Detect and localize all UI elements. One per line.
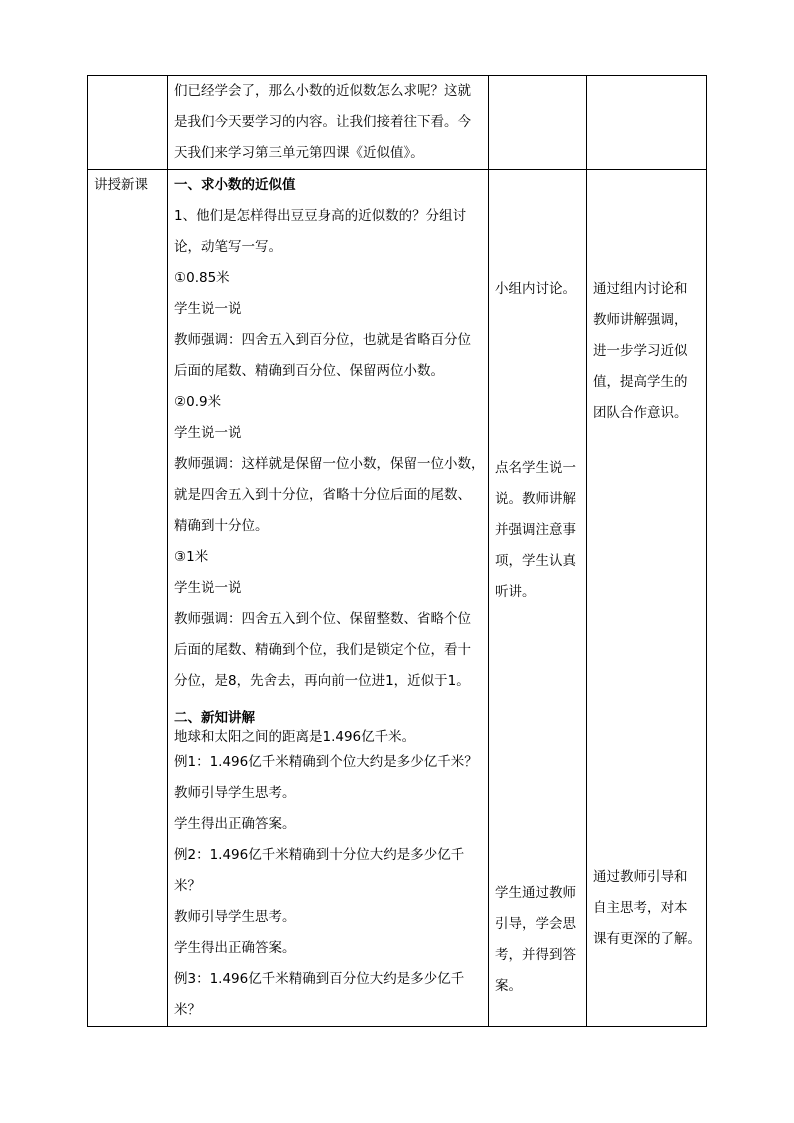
design-intent-line: 自主思考，对本 xyxy=(593,900,688,916)
section-heading: 二、新知讲解 xyxy=(174,710,255,726)
design-intent-line: 教师讲解强调， xyxy=(593,312,688,328)
content-line: ③1米 xyxy=(174,549,209,565)
intro-content-cell xyxy=(168,76,489,170)
stage-cell-empty xyxy=(88,76,168,170)
intro-line: 是我们今天要学习的内容。让我们接着往下看。今 xyxy=(174,114,471,130)
lesson-content-cell xyxy=(168,170,489,1027)
student-activity-cell xyxy=(489,170,587,1027)
content-line: 学生说一说 xyxy=(174,301,242,317)
student-activity-line: 说。教师讲解 xyxy=(495,491,576,507)
student-activity-line: 引导，学会思 xyxy=(495,916,576,932)
design-intent-line: 通过教师引导和 xyxy=(593,869,688,885)
student-activity-line: 听讲。 xyxy=(495,584,536,600)
content-line: 教师强调：四舍五入到百分位，也就是省略百分位 xyxy=(174,332,471,348)
content-line: 学生得出正确答案。 xyxy=(174,940,296,956)
content-line: 例3：1.496亿千米精确到百分位大约是多少亿千 xyxy=(174,971,465,987)
content-line: 精确到十分位。 xyxy=(174,518,269,534)
table-row-intro xyxy=(88,76,707,170)
content-line: 就是四舍五入到十分位，省略十分位后面的尾数、 xyxy=(174,487,471,503)
student-activity-line: 考，并得到答 xyxy=(495,947,576,963)
content-line: ②0.9米 xyxy=(174,394,222,410)
content-line: 论，动笔写一写。 xyxy=(174,239,282,255)
content-line: 1、他们是怎样得出豆豆身高的近似数的？分组讨 xyxy=(174,208,467,224)
content-line: ①0.85米 xyxy=(174,270,230,286)
content-line: 教师强调：四舍五入到个位、保留整数、省略个位 xyxy=(174,611,471,627)
student-activity-line: 点名学生说一 xyxy=(495,460,576,476)
design-intent-line: 课有更深的了解。 xyxy=(593,931,701,947)
design-intent-line: 团队合作意识。 xyxy=(593,405,688,421)
content-line: 教师引导学生思考。 xyxy=(174,785,296,801)
content-line: 学生说一说 xyxy=(174,425,242,441)
content-line: 米？ xyxy=(174,878,201,894)
section-heading: 一、求小数的近似值 xyxy=(174,177,296,193)
student-activity-line: 并强调注意事 xyxy=(495,522,576,538)
design-intent-line: 通过组内讨论和 xyxy=(593,281,688,297)
content-line: 后面的尾数、精确到个位，我们是锁定个位，看十 xyxy=(174,642,471,658)
content-line: 例1：1.496亿千米精确到个位大约是多少亿千米？ xyxy=(174,754,478,770)
lesson-plan-table xyxy=(87,75,707,1027)
intro-line: 们已经学会了，那么小数的近似数怎么求呢？这就 xyxy=(174,83,471,99)
student-activity-line: 项，学生认真 xyxy=(495,553,576,569)
intro-line: 天我们来学习第三单元第四课《近似值》。 xyxy=(174,145,424,161)
design-intent-cell-empty xyxy=(587,76,707,170)
content-line: 教师强调：这样就是保留一位小数，保留一位小数， xyxy=(174,456,485,472)
content-line: 学生得出正确答案。 xyxy=(174,816,296,832)
content-line: 地球和太阳之间的距离是1.496亿千米。 xyxy=(174,729,416,745)
design-intent-cell xyxy=(587,170,707,1027)
student-activity-cell-empty xyxy=(489,76,587,170)
content-line: 例2：1.496亿千米精确到十分位大约是多少亿千 xyxy=(174,847,465,863)
content-line: 教师引导学生思考。 xyxy=(174,909,296,925)
student-activity-line: 学生通过教师 xyxy=(495,885,576,901)
table-row-lesson xyxy=(88,170,707,1027)
content-line: 学生说一说 xyxy=(174,580,242,596)
stage-label: 讲授新课 xyxy=(94,177,148,193)
content-line: 米？ xyxy=(174,1002,201,1018)
section-gap xyxy=(174,697,488,709)
student-activity-line: 小组内讨论。 xyxy=(495,281,576,297)
content-line: 后面的尾数、精确到百分位、保留两位小数。 xyxy=(174,363,444,379)
design-intent-line: 进一步学习近似 xyxy=(593,343,688,359)
student-activity-line: 案。 xyxy=(495,978,522,994)
design-intent-line: 值，提高学生的 xyxy=(593,374,688,390)
content-line: 分位，是8，先舍去，再向前一位进1，近似于1。 xyxy=(174,673,470,689)
stage-cell xyxy=(88,170,168,1027)
